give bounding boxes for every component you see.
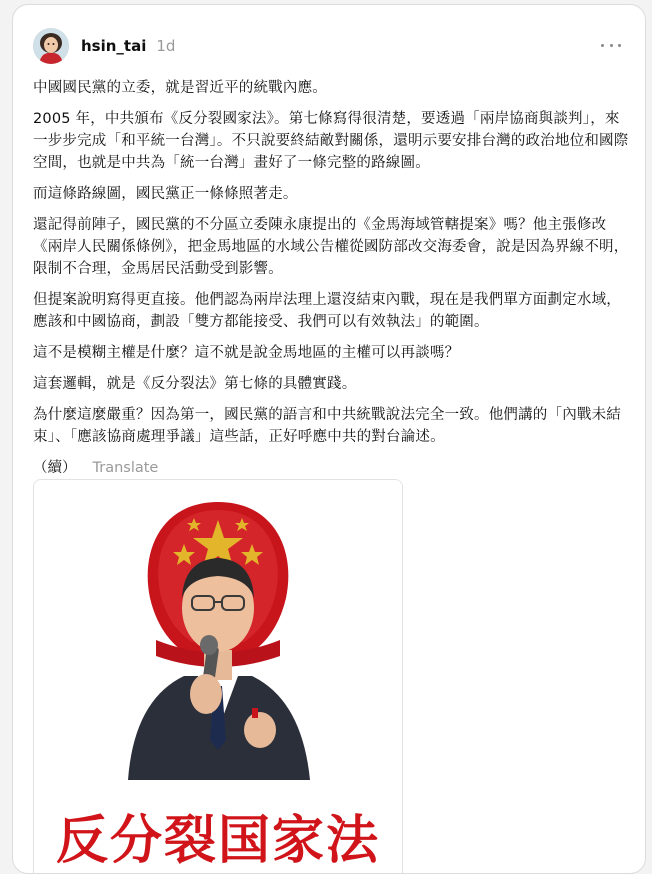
avatar[interactable] [33,28,69,64]
post-card [12,4,646,874]
more-options-button[interactable] [601,37,621,53]
post-paragraph: 為什麼這麼嚴重？因為第一，國民黨的語言和中共統戰說法完全一致。他們講的「內戰未結束」、「應該協商處理爭議」這些話，正好呼應中共的對台論述。 [33,407,621,445]
post-header [33,27,175,65]
more-horizontal-icon [601,44,604,47]
image-caption: 反分裂国家法 [55,810,380,871]
post-paragraph: 還記得前陣子，國民黨的不分區立委陳永康提出的《金馬海域管轄提案》嗎？他主張修改《兩岸人民關係條例》，把金馬地區的水域公告權從國防部改交海委會，說是因為界線不明，限制不合理，金馬居民活動受到影響。 [33,217,629,277]
post-paragraph: 而這條路線圖，國民黨正一條條照著走。 [33,186,298,202]
post-paragraph: 這不是模糊主權是什麼？這不就是說金馬地區的主權可以再談嗎？ [33,345,460,361]
continued-label: （續） [33,460,77,476]
post-paragraph: 但提案說明寫得更直接。他們認為兩岸法理上還沒結束內戰，現在是我們單方面劃定水域，應該和中國協商，劃設「雙方都能接受、我們可以有效執法」的範圍。 [33,292,621,330]
post-timestamp[interactable]: 1d [156,37,176,55]
post-paragraph: 這套邏輯，就是《反分裂法》第七條的具體實踐。 [33,376,357,392]
post-paragraph: 2005 年，中共頒布《反分裂國家法》。第七條寫得很清楚，要透過「兩岸協商與談判」，來一步步完成「和平統一台灣」。不只說要終結敵對關係，還明示要安排台灣的政治地位和國際空間，也就是中共為「統一台灣」畫好了一條完整的路線圖。 [33,111,629,171]
post-image[interactable] [33,479,403,874]
continued-row [33,457,629,479]
translate-link[interactable]: Translate [92,460,159,476]
post-body [33,77,629,479]
post-paragraph: 中國國民黨的立委，就是習近平的統戰內應。 [33,80,327,96]
avatar-image [33,28,69,64]
username[interactable]: hsin_tai [81,37,147,55]
